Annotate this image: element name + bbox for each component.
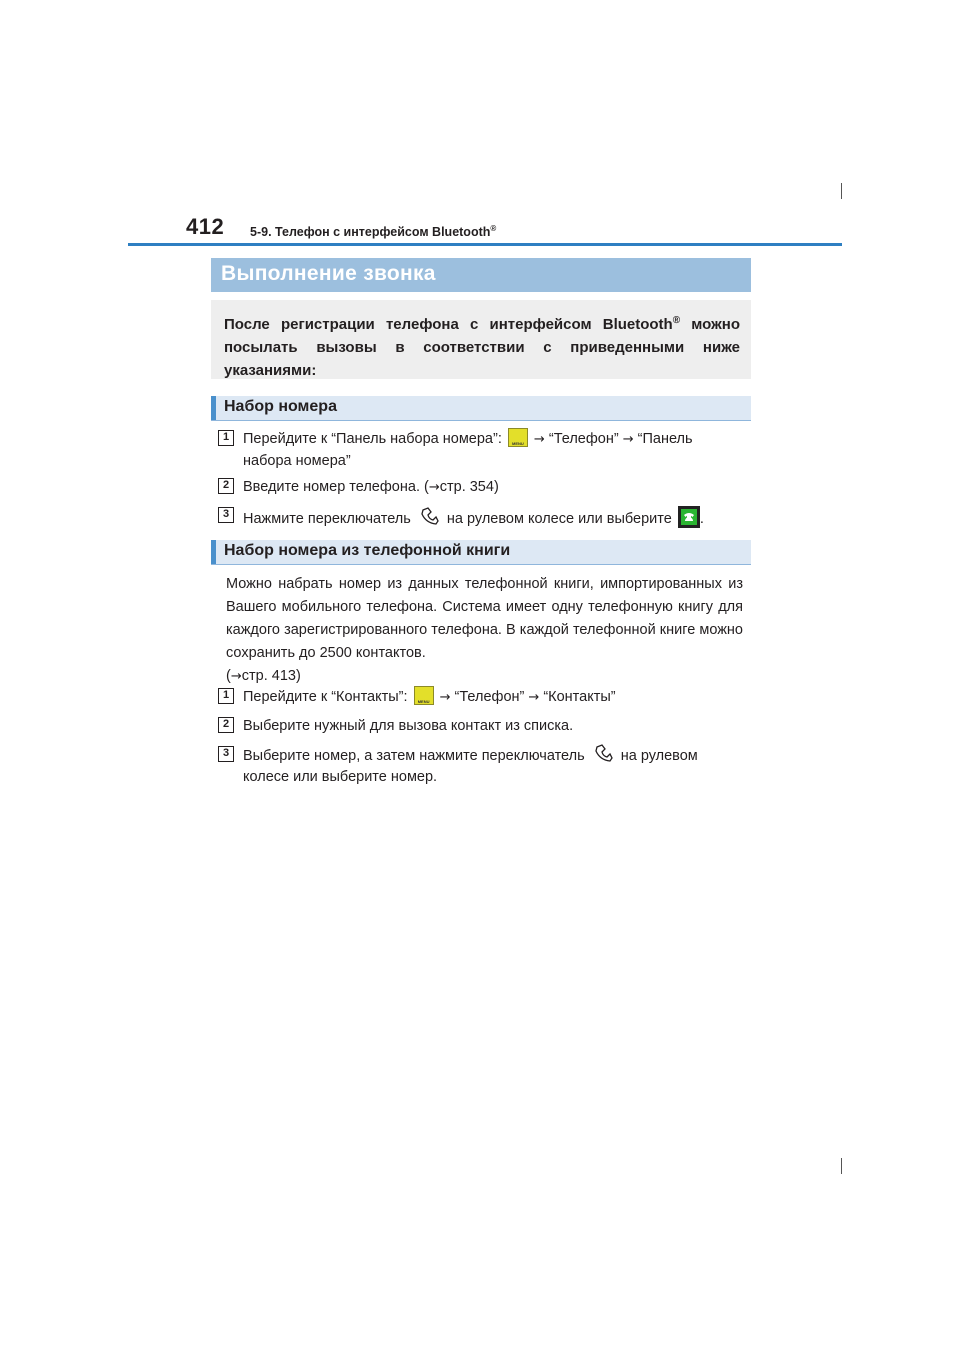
step-text (243, 686, 616, 708)
intro-text (224, 309, 740, 382)
header-rule (128, 243, 842, 246)
step-text-part: Перейдите к “Панель набора номера”: (243, 431, 502, 447)
ref-text-part: стр. 413) (241, 668, 301, 684)
menu-button-label: MENU (512, 441, 524, 446)
step-text-part: Выберите номер, а затем нажмите переключатель (243, 748, 585, 764)
step-text-part: “Контакты” (543, 689, 616, 705)
step-number (218, 746, 234, 762)
arrow-icon: → (428, 480, 440, 495)
step-text-part: на рулевом (620, 748, 698, 764)
step-text (243, 428, 693, 450)
page-reference (226, 665, 743, 688)
step-text-part: Перейдите к “Контакты”: (243, 689, 408, 705)
registered-mark: ® (490, 224, 497, 233)
menu-button-label: MENU (417, 699, 430, 704)
section-label-text: 5-9. Телефон с интерфейсом Bluetooth (250, 225, 491, 240)
title-bar (211, 258, 751, 292)
section-heading-phonebook (211, 540, 751, 565)
step-text-continued: колесе или выберите номер. (243, 769, 438, 785)
section-label (250, 224, 496, 239)
step-text-part: “Телефон” (548, 431, 619, 447)
ref-text-part: ( (226, 668, 231, 684)
arrow-icon: → (230, 669, 242, 684)
step-text-part: стр. 354) (439, 479, 499, 495)
step-number-text: 1 (222, 431, 230, 443)
steering-phone-switch-icon (419, 507, 439, 525)
step-number (218, 688, 234, 704)
call-button-icon (678, 506, 700, 528)
intro-text-part: После регистрации телефона с интерфейсом Bluetooth (224, 316, 673, 333)
section-heading-text: Набор номера из телефонной книги (224, 542, 511, 559)
phone-handset-icon (680, 508, 698, 526)
step-number-text: 2 (222, 718, 230, 730)
step-text-part: Введите номер телефона. ( (243, 479, 429, 495)
intro-text-part: можно посылать вызовы в соответствии с приведенными ниже указаниями: (224, 316, 740, 379)
step-text (243, 506, 704, 529)
page-number: 412 (186, 214, 225, 239)
paragraph-text: Можно набрать номер из данных телефонной книги, импортированных из Вашего мобильного телефона. Система имеет одну телефонную книгу для каждого зарегистрированного телефона. В каждой телефонной книге можно сохранить до 2500 контактов. (226, 576, 743, 661)
step-number (218, 507, 234, 523)
step-text-part: Нажмите переключатель (243, 511, 411, 527)
crop-mark-bottom (841, 1158, 842, 1174)
menu-button-icon (414, 686, 434, 705)
step-text: Выберите нужный для вызова контакт из списка. (243, 718, 574, 734)
phonebook-paragraph (226, 573, 743, 688)
step-number (218, 430, 234, 446)
step-number-text: 3 (222, 747, 230, 759)
step-number-text: 1 (222, 689, 230, 701)
arrow-icon: → (533, 432, 545, 447)
section-heading-text: Набор номера (224, 398, 337, 415)
section-heading-dial (211, 396, 751, 421)
step-text-part: “Телефон” (454, 689, 525, 705)
arrow-icon: → (439, 690, 451, 705)
step-number (218, 717, 234, 733)
step-text-part: на рулевом колесе или выберите (446, 511, 672, 527)
steering-phone-switch-icon (593, 744, 613, 762)
step-text-part: . (699, 511, 704, 527)
step-text-part: “Панель (637, 431, 693, 447)
crop-mark-top (841, 183, 842, 199)
step-number (218, 478, 234, 494)
step-text (243, 477, 499, 498)
step-number-text: 2 (222, 479, 230, 491)
intro-box (211, 300, 751, 379)
menu-button-icon (508, 428, 528, 447)
page-title: Выполнение звонка (221, 262, 436, 285)
step-text-continued: набора номера” (243, 453, 351, 469)
registered-mark: ® (672, 315, 681, 326)
step-text (243, 744, 698, 766)
step-number-text: 3 (222, 508, 230, 520)
arrow-icon: → (622, 432, 634, 447)
arrow-icon: → (528, 690, 540, 705)
